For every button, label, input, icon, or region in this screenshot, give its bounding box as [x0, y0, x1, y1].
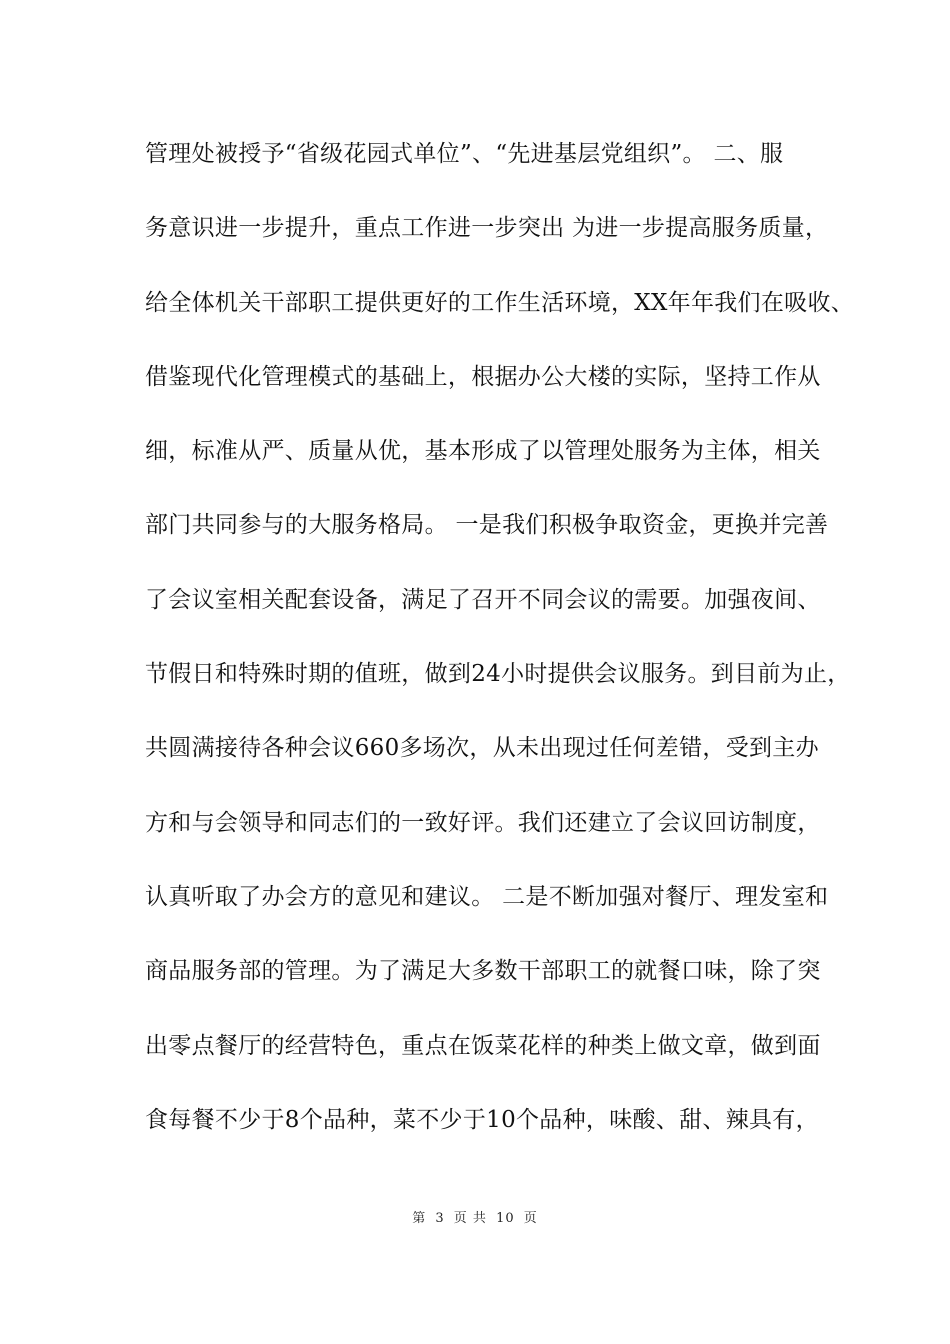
text-line: 共圆满接待各种会议660多场次，从未出现过任何差错，受到主办	[145, 735, 819, 762]
footer-total-pages: 10	[496, 1211, 515, 1226]
text-line: 务意识进一步提升，重点工作进一步突出 为进一步提高服务质量，	[145, 215, 829, 242]
footer-prefix: 第	[412, 1211, 427, 1226]
footer-current-page: 3	[435, 1211, 445, 1226]
text-line: 部门共同参与的大服务格局。 一是我们积极争取资金，更换并完善	[145, 512, 829, 539]
body-text	[145, 132, 855, 1172]
text-line: 细，标准从严、质量从优，基本形成了以管理处服务为主体，相关	[145, 438, 821, 465]
text-line: 食每餐不少于8个品种，菜不少于10个品种，味酸、甜、辣具有，	[145, 1106, 819, 1133]
text-line: 认真听取了办会方的意见和建议。 二是不断加强对餐厅、理发室和	[145, 883, 829, 910]
text-line: 方和与会领导和同志们的一致好评。我们还建立了会议回访制度，	[145, 809, 821, 836]
text-line: 借鉴现代化管理模式的基础上，根据办公大楼的实际，坚持工作从	[145, 363, 821, 390]
page-footer	[0, 1207, 950, 1226]
text-line: 了会议室相关配套设备，满足了召开不同会议的需要。加强夜间、	[145, 586, 821, 613]
footer-suffix: 页	[523, 1211, 538, 1226]
text-line: 出零点餐厅的经营特色，重点在饭菜花样的种类上做文章，做到面	[145, 1032, 821, 1059]
text-line: 给全体机关干部职工提供更好的工作生活环境，XX年年我们在吸收、	[145, 289, 855, 316]
text-line: 商品服务部的管理。为了满足大多数干部职工的就餐口味，除了突	[145, 958, 821, 985]
footer-middle: 页 共	[453, 1211, 487, 1226]
text-line: 节假日和特殊时期的值班，做到24小时提供会议服务。到目前为止，	[145, 661, 851, 688]
text-line: 管理处被授予“省级花园式单位”、“先进基层党组织”。 二、服	[145, 141, 784, 167]
